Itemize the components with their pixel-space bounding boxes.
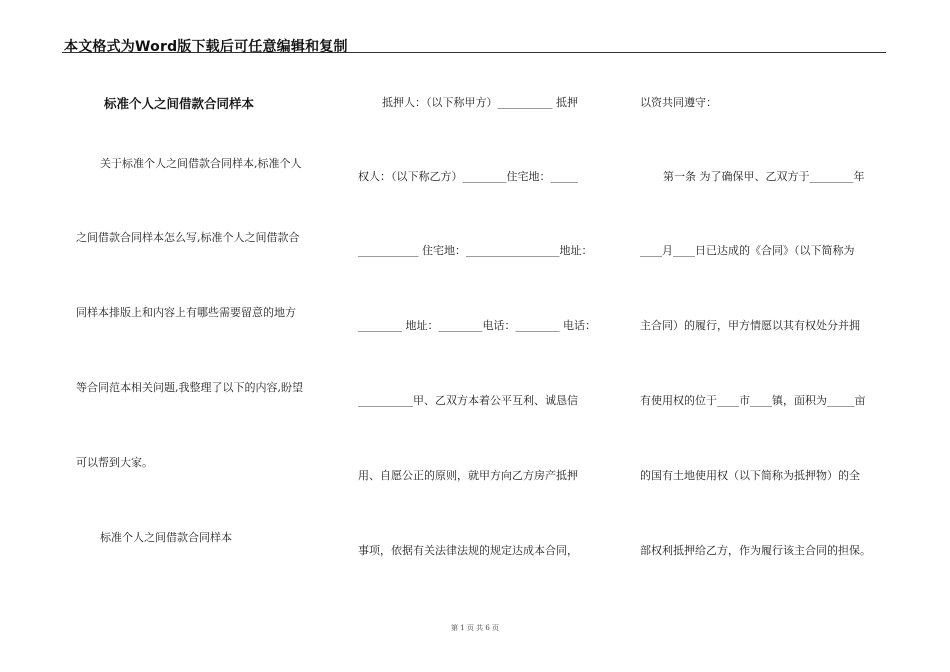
- col1-line-3: 同样本排版上和内容上有哪些需要留意的地方: [76, 306, 296, 319]
- col3-line-4: 主合同）的履行，甲方情愿以其有权处分并拥: [640, 319, 860, 332]
- col1-subtitle: 标准个人之间借款合同样本: [100, 531, 232, 544]
- col2-line-1: 抵押人：（以下称甲方）__________ 抵押: [382, 96, 578, 109]
- col3-line-3: ____月____日已达成的《合同》（以下简称为: [640, 244, 855, 257]
- col3-line-6: 的国有土地使用权（以下简称为抵押物）的全: [640, 469, 860, 482]
- page-number: 第 1 页 共 6 页: [450, 624, 500, 632]
- col2-line-5: __________甲、乙双方本着公平互利、诚恳信: [358, 394, 578, 407]
- col3-line-5: 有使用权的位于____市____镇，面积为_____亩: [640, 394, 866, 407]
- document-title: 标准个人之间借款合同样本: [104, 96, 255, 111]
- col3-line-2: 第一条 为了确保甲、乙双方于________年: [663, 170, 865, 183]
- col2-line-4: ________ 地址：________电话：________ 电话：: [358, 319, 596, 332]
- col1-line-4: 等合同范本相关问题,我整理了以下的内容,盼望: [76, 381, 303, 394]
- col2-line-3: ___________ 住宅地：_________________地址：: [358, 244, 593, 257]
- col1-line-2: 之间借款合同样本怎么写,标准个人之间借款合: [76, 231, 300, 244]
- col2-line-2: 权人：（以下称乙方）________住宅地：_____: [358, 170, 578, 183]
- col3-line-7: 部权利抵押给乙方，作为履行该主合同的担保。: [640, 544, 871, 557]
- col2-line-7: 事项，依据有关法律法规的规定达成本合同，: [358, 544, 578, 557]
- col2-line-6: 用、自愿公正的原则，就甲方向乙方房产抵押: [358, 469, 578, 482]
- col1-line-1: 关于标准个人之间借款合同样本,标准个人: [100, 157, 302, 170]
- header-divider: [62, 52, 886, 53]
- document-header: 本文格式为Word版下载后可任意编辑和复制: [64, 39, 348, 55]
- col3-line-1: 以资共同遵守：: [640, 96, 717, 109]
- col1-line-5: 可以帮到大家。: [76, 456, 153, 469]
